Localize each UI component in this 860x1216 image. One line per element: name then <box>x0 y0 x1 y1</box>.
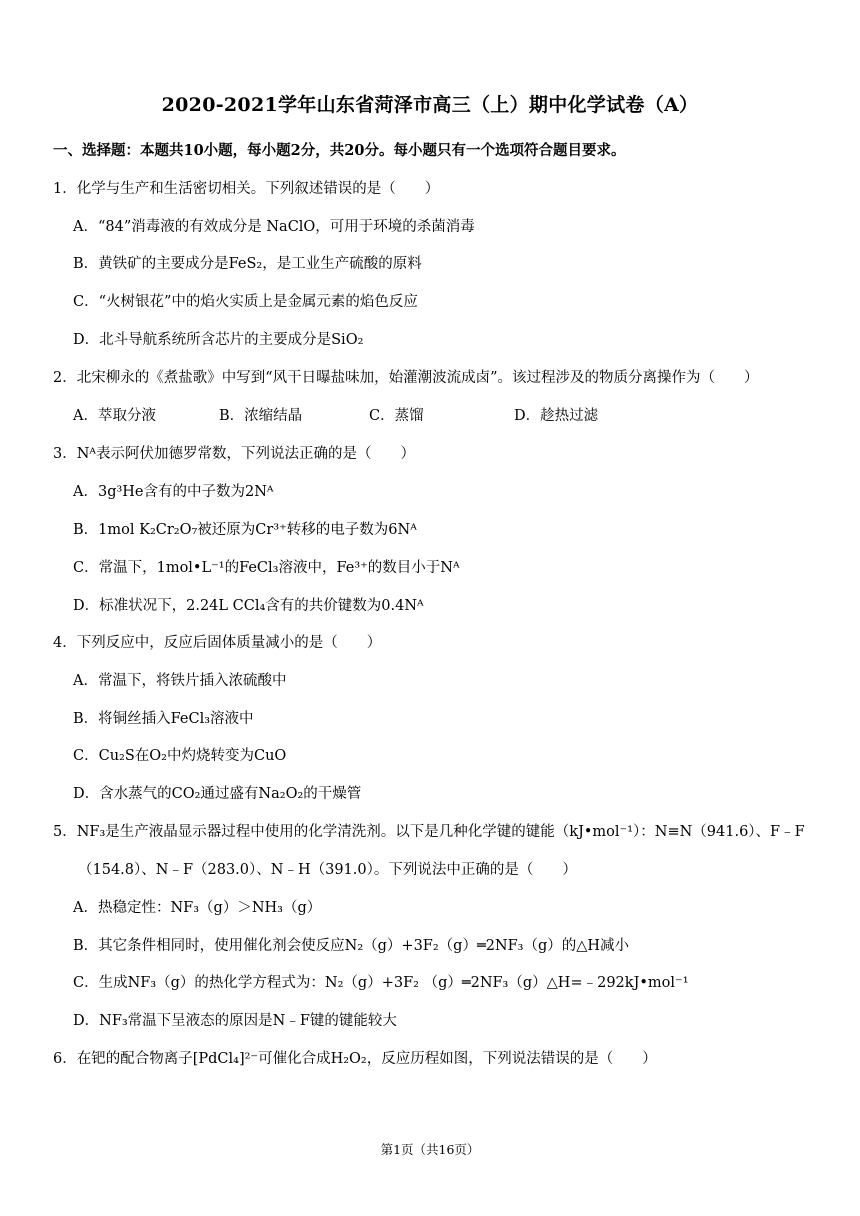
question-5-option-b: B．其它条件相同时，使用催化剂会使反应N₂（g）+3F₂（g）═2NF₃（g）的△H减小 <box>73 938 630 954</box>
question-1-option-d: D．北斗导航系统所含芯片的主要成分是SiO₂ <box>73 332 364 348</box>
question-5-stem-line1: 5．NF₃是生产液晶显示器过程中使用的化学清洗剂。以下是几种化学键的键能（kJ•mol⁻¹）：N≡N（941.6）、F﹣F <box>53 824 805 840</box>
question-1-option-a: A．“84”消毒液的有效成分是 NaClO，可用于环境的杀菌消毒 <box>73 219 475 235</box>
question-3-option-a: A．3g³He含有的中子数为2Nᴬ <box>73 484 274 500</box>
question-5-option-d: D．NF₃常温下呈液态的原因是N﹣F键的键能较大 <box>73 1013 397 1029</box>
question-2-option-a: A．萃取分液 <box>73 408 156 424</box>
question-4-option-c: C．Cu₂S在O₂中灼烧转变为CuO <box>73 748 287 764</box>
question-4-option-a: A．常温下，将铁片插入浓硫酸中 <box>73 673 287 689</box>
question-2-option-b: B．浓缩结晶 <box>219 408 303 424</box>
question-3-option-b: B．1mol K₂Cr₂O₇被还原为Cr³⁺转移的电子数为6Nᴬ <box>73 522 417 538</box>
question-3-stem: 3．Nᴬ表示阿伏加德罗常数，下列说法正确的是（ ） <box>53 446 416 462</box>
question-1-option-c: C．“火树银花”中的焰火实质上是金属元素的焰色反应 <box>73 294 418 310</box>
question-1-option-b: B．黄铁矿的主要成分是FeS₂，是工业生产硫酸的原料 <box>73 256 422 272</box>
question-1-stem: 1．化学与生产和生活密切相关。下列叙述错误的是（ ） <box>53 181 440 197</box>
question-5-option-a: A．热稳定性：NF₃（g）＞NH₃（g） <box>73 900 322 916</box>
question-3-option-c: C．常温下，1mol•L⁻¹的FeCl₃溶液中，Fe³⁺的数目小于Nᴬ <box>73 560 460 576</box>
question-4-option-d: D．含水蒸气的CO₂通过盛有Na₂O₂的干燥管 <box>73 786 362 802</box>
question-2-stem: 2．北宋柳永的《煮盐歌》中写到“风干日曝盐味加，始灌潮波流成卤”。该过程涉及的物质分离操作为（ ） <box>53 370 759 386</box>
question-6-stem: 6．在钯的配合物离子[PdCl₄]²⁻可催化合成H₂O₂，反应历程如图，下列说法错误的是（ ） <box>53 1051 657 1067</box>
question-2-option-c: C．蒸馏 <box>369 408 424 424</box>
page-footer: 第1页（共16页） <box>380 1142 480 1157</box>
question-4-stem: 4．下列反应中，反应后固体质量减小的是（ ） <box>53 635 382 651</box>
page-title: 2020-2021学年山东省菏泽市高三（上）期中化学试卷（A） <box>161 94 699 116</box>
section-heading: 一、选择题：本题共10小题，每小题2分，共20分。每小题只有一个选项符合题目要求。 <box>53 142 626 159</box>
question-2-option-d: D．趁热过滤 <box>514 408 599 424</box>
question-4-option-b: B．将铜丝插入FeCl₃溶液中 <box>73 711 254 727</box>
question-5-stem-line2: （154.8）、N﹣F（283.0）、N﹣H（391.0）。下列说法中正确的是（ ） <box>78 862 577 878</box>
question-3-option-d: D．标准状况下，2.24L CCl₄含有的共价键数为0.4Nᴬ <box>73 598 424 614</box>
question-5-option-c: C．生成NF₃（g）的热化学方程式为：N₂（g）+3F₂ （g）═2NF₃（g）△H=﹣292kJ•mol⁻¹ <box>73 975 689 991</box>
